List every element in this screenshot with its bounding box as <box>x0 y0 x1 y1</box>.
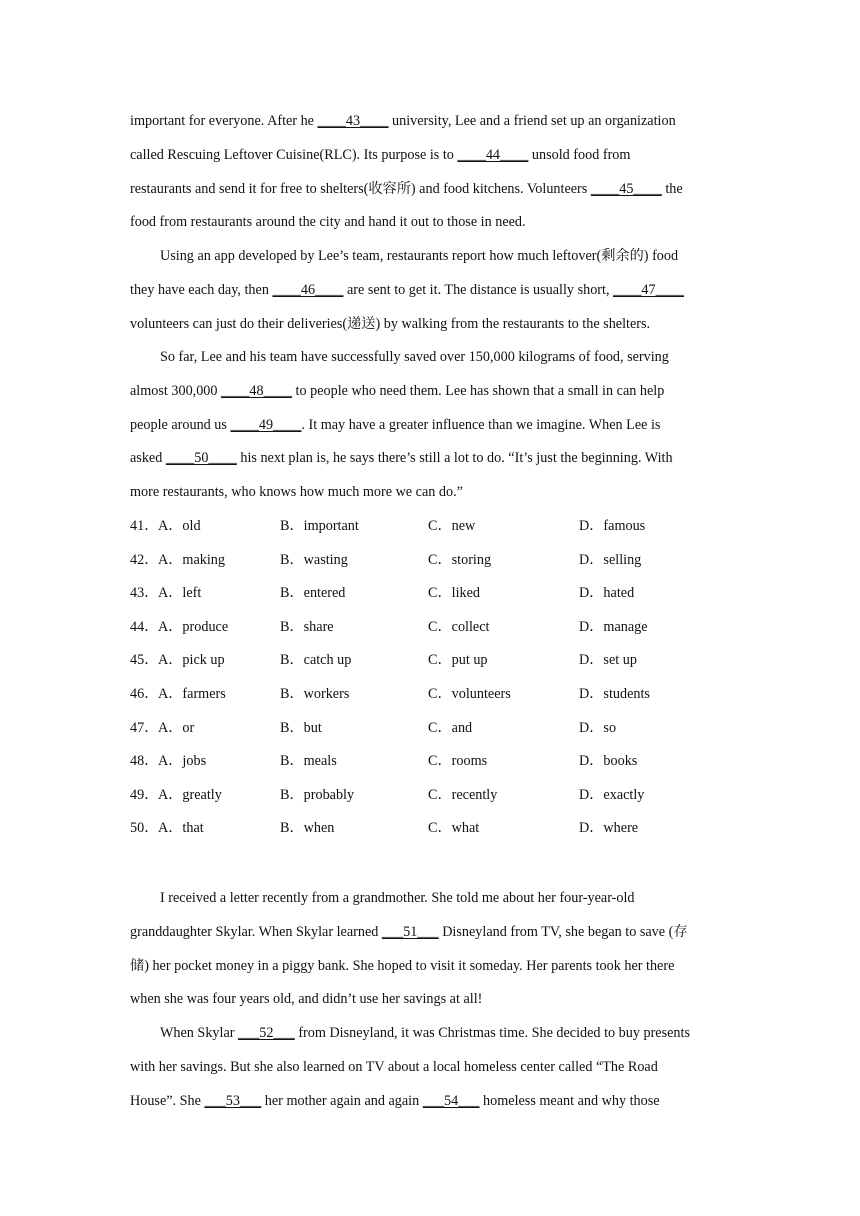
text-line: asked ____50____ his next plan is, he says there’s still a lot to do. “It’s just the beginning. With <box>130 450 673 467</box>
text-line: called Rescuing Leftover Cuisine(RLC). Its purpose is to ____44____ unsold food from <box>130 146 631 163</box>
text-line: volunteers can just do their deliveries(递送) by walking from the restaurants to the shelters. <box>130 315 651 332</box>
question-48-options: 48． A．jobs B．meals C．rooms D．books <box>130 753 638 770</box>
text-line: almost 300,000 ____48____ to people who need them. Lee has shown that a small in can help <box>130 382 665 399</box>
passage1-paragraph-1 <box>130 105 730 240</box>
text-line: they have each day, then ____46____ are sent to get it. The distance is usually short, ____47____ <box>130 281 684 298</box>
question-41-options: 41． A．old B．important C．new D．famous <box>130 518 646 534</box>
text-line: granddaughter Skylar. When Skylar learned ___51___ Disneyland from TV, she began to save (存 <box>130 923 688 940</box>
blank-54: ___54___ <box>422 1092 480 1109</box>
text-line: House”. She ___53___ her mother again and again ___54___ homeless meant and why those <box>130 1092 660 1109</box>
text-line: I received a letter recently from a grandmother. She told me about her four-year-old <box>160 890 635 906</box>
text-line: people around us ____49____. It may have a greater influence than we imagine. When Lee is <box>130 416 661 433</box>
passage2-paragraph-1 <box>130 882 730 1017</box>
text-line: important for everyone. After he ____43____ university, Lee and a friend set up an organization <box>130 113 676 129</box>
question-47-options: 47． A．or B．but C．and D．so <box>130 719 617 736</box>
question-49-options: 49． A．greatly B．probably C．recently D．exactly <box>130 786 645 803</box>
blank-46: ____46____ <box>272 281 344 298</box>
text-line: So far, Lee and his team have successfully saved over 150,000 kilograms of food, serving <box>160 349 669 365</box>
text-line: Using an app developed by Lee’s team, restaurants report how much leftover(剩余的) food <box>160 248 679 264</box>
blank-44: ____44____ <box>457 146 529 163</box>
passage2-paragraph-2 <box>130 1017 730 1118</box>
question-42-options: 42． A．making B．wasting C．storing D．selling <box>130 551 642 568</box>
blank-51: ___51___ <box>381 923 439 940</box>
text-line: more restaurants, who knows how much more we can do.” <box>130 484 463 501</box>
blank-49: ____49____ <box>230 416 302 433</box>
blank-45: ____45____ <box>590 180 662 197</box>
blank-52: ___52___ <box>238 1025 295 1041</box>
question-44-options: 44． A．produce B．share C．collect D．manage <box>130 618 648 635</box>
question-46-options: 46． A．farmers B．workers C．volunteers D．students <box>130 685 650 702</box>
blank-43: ____43____ <box>317 113 389 129</box>
text-line: 储) her pocket money in a piggy bank. She hoped to visit it someday. Her parents took her there <box>130 957 675 974</box>
passage1-paragraph-3 <box>130 341 730 510</box>
blank-48: ____48____ <box>221 382 292 399</box>
blank-53: ___53___ <box>204 1092 262 1109</box>
answer-options <box>130 510 730 846</box>
blank-50: ____50____ <box>165 450 237 467</box>
question-43-options: 43． A．left B．entered C．liked D．hated <box>130 585 635 602</box>
question-45-options: 45． A．pick up B．catch up C．put up D．set up <box>130 652 637 669</box>
text-line: restaurants and send it for free to shelters(收容所) and food kitchens. Volunteers ____45____ the <box>130 180 683 197</box>
text-line: with her savings. But she also learned on TV about a local homeless center called “The Road <box>130 1058 658 1075</box>
text-line: when she was four years old, and didn’t use her savings at all! <box>130 991 483 1008</box>
text-line: food from restaurants around the city and hand it out to those in need. <box>130 214 526 231</box>
passage1-paragraph-2 <box>130 240 730 341</box>
text-line: When Skylar ___52___ from Disneyland, it was Christmas time. She decided to buy presents <box>160 1025 690 1041</box>
blank-47: ____47____ <box>613 281 684 298</box>
question-50-options: 50． A．that B．when C．what D．where <box>130 820 639 837</box>
